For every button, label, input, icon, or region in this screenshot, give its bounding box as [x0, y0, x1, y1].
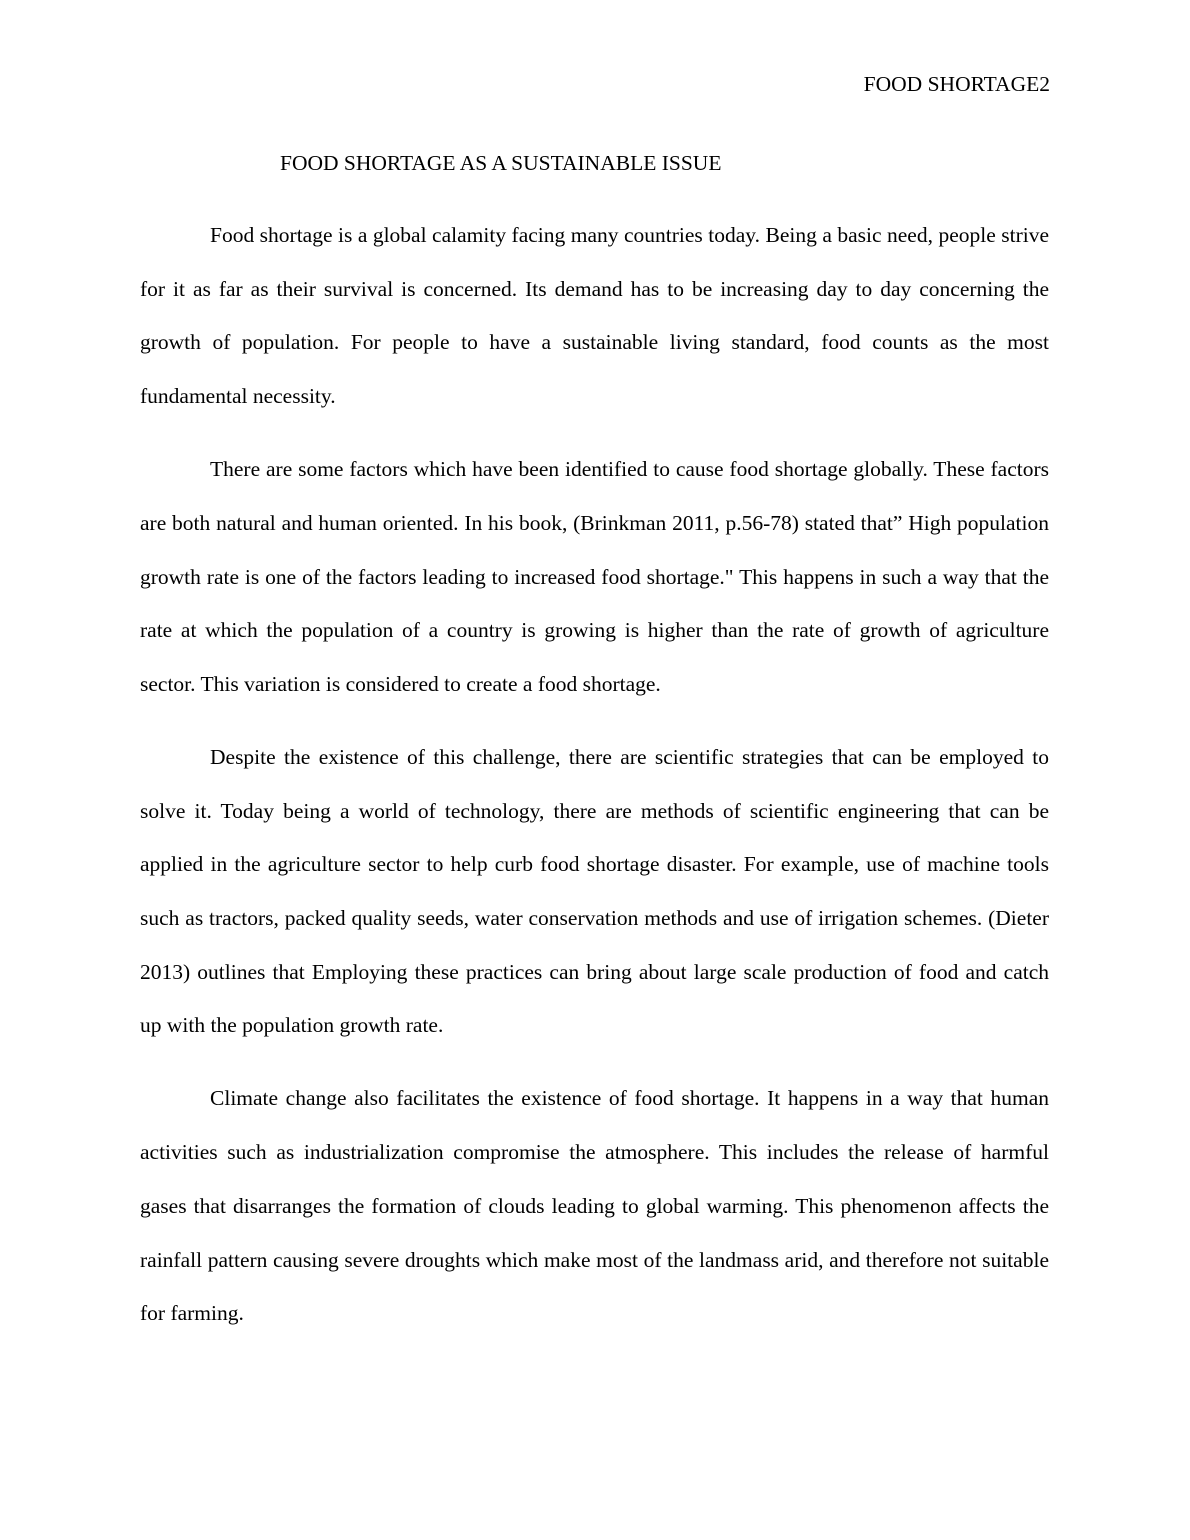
body-text: [140, 209, 1049, 1360]
paragraph-3: Despite the existence of this challenge, there are scientific strategies that can be employed to solve it. Today being a world of technology, there are methods of scientific engineering that can be applied in the agriculture sector to help curb food shortage disaster. For example, use of machine tools such as tractors, packed quality seeds, water conservation methods and use of irrigation schemes. (Dieter 2013) outlines that Employing these practices can bring about large scale production of food and catch up with the population growth rate.: [140, 744, 1049, 1038]
page-title: FOOD SHORTAGE AS A SUSTAINABLE ISSUE: [280, 151, 722, 175]
paragraph-1: Food shortage is a global calamity facing many countries today. Being a basic need, people strive for it as far as their survival is concerned. Its demand has to be increasing day to day concerning the growth of population. For people to have a sustainable living standard, food counts as the most fundamental necessity.: [140, 223, 1049, 409]
paragraph-2: There are some factors which have been identified to cause food shortage globally. These factors are both natural and human oriented. In his book, (Brinkman 2011, p.56-78) stated that” High population growth rate is one of the factors leading to increased food shortage." This happens in such a way that the rate at which the population of a country is growing is higher than the rate of growth of agriculture sector. This variation is considered to create a food shortage.: [140, 457, 1049, 696]
paragraph-4: Climate change also facilitates the existence of food shortage. It happens in a way that human activities such as industrialization compromise the atmosphere. This includes the release of harmful gases that disarranges the formation of clouds leading to global warming. This phenomenon affects the rainfall pattern causing severe droughts which make most of the landmass arid, and therefore not suitable for farming.: [140, 1086, 1049, 1326]
running-head: FOOD SHORTAGE2: [863, 72, 1050, 96]
